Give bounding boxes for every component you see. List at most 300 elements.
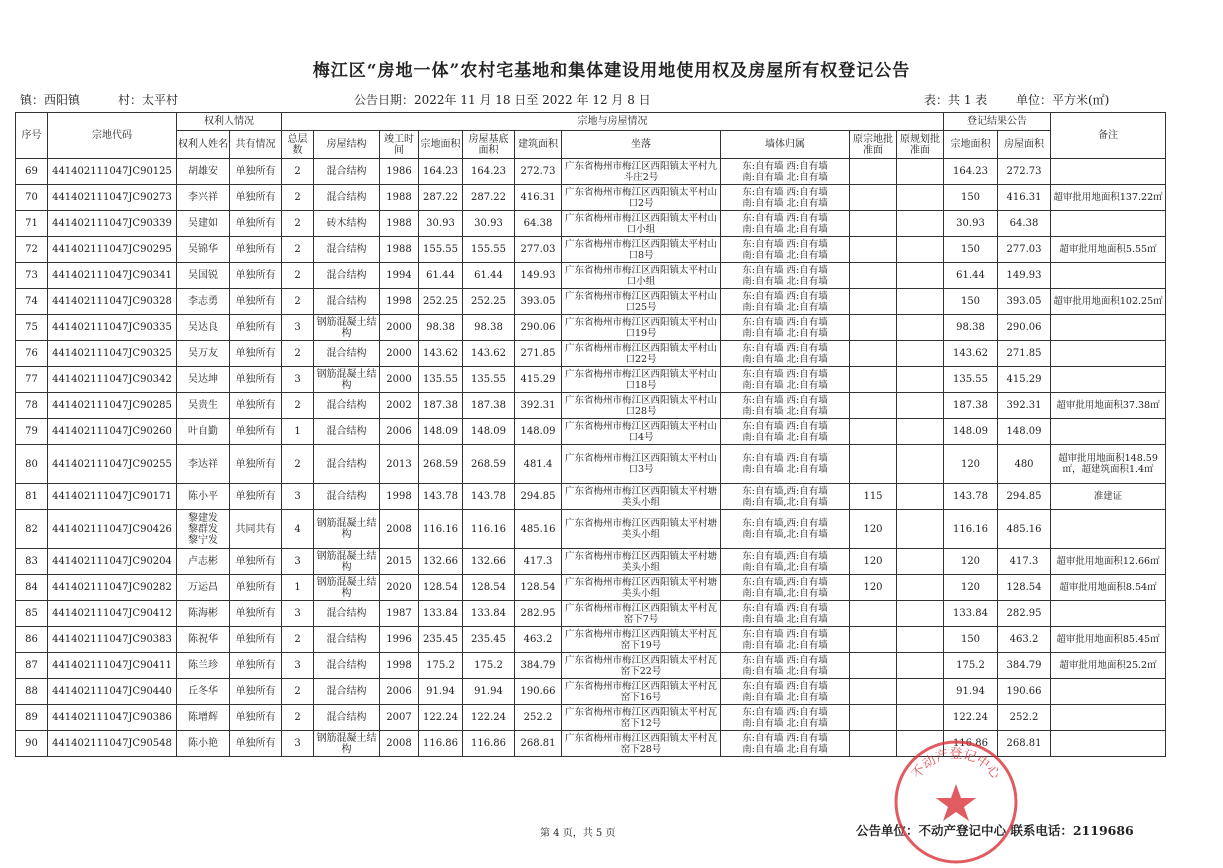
row-code: 441402111047JC90548 — [48, 731, 177, 757]
row-floors: 2 — [282, 445, 314, 484]
row-location: 广东省梅州市梅江区西阳镇太平村山口25号 — [562, 289, 721, 315]
row-structure: 混合结构 — [314, 263, 380, 289]
wall-south-north: 南:自有墙,北:自有墙 — [742, 561, 828, 573]
row-seq: 79 — [16, 419, 48, 445]
row-note — [1051, 679, 1166, 705]
row-orig-plan — [897, 705, 944, 731]
row-structure: 混合结构 — [314, 679, 380, 705]
col-share: 共有情况 — [230, 131, 282, 159]
row-wall — [721, 185, 850, 211]
page-title: 梅江区“房地一体”农村宅基地和集体建设用地使用权及房屋所有权登记公告 — [312, 61, 911, 81]
row-land-area: 175.2 — [419, 653, 463, 679]
row-structure: 钢筋混凝土结构 — [314, 575, 380, 601]
row-res-land: 30.93 — [944, 211, 998, 237]
row-res-house: 149.93 — [998, 263, 1051, 289]
row-share: 单独所有 — [230, 393, 282, 419]
row-land-area: 252.25 — [419, 289, 463, 315]
table-row — [16, 575, 1166, 601]
row-orig-land — [850, 289, 897, 315]
row-base-area: 175.2 — [463, 653, 515, 679]
wall-east-west: 东:自有墙 西:自有墙 — [742, 316, 828, 328]
row-holder: 吴建如 — [177, 211, 230, 237]
row-floors: 2 — [282, 341, 314, 367]
row-res-house: 64.38 — [998, 211, 1051, 237]
row-holder: 丘冬华 — [177, 679, 230, 705]
col-floors: 总层数 — [282, 131, 314, 159]
group-land-house: 宗地与房屋情况 — [282, 113, 944, 131]
row-res-house: 277.03 — [998, 237, 1051, 263]
town-label: 镇：西阳镇 — [20, 93, 81, 107]
row-code: 441402111047JC90171 — [48, 484, 177, 510]
row-year: 2015 — [380, 549, 419, 575]
col-holder: 权利人姓名 — [177, 131, 230, 159]
row-orig-plan — [897, 315, 944, 341]
row-wall — [721, 393, 850, 419]
row-year: 2006 — [380, 679, 419, 705]
row-orig-plan — [897, 653, 944, 679]
row-holder: 李兴祥 — [177, 185, 230, 211]
group-result: 登记结果公告 — [944, 113, 1051, 131]
row-base-area: 268.59 — [463, 445, 515, 484]
row-res-land: 143.62 — [944, 341, 998, 367]
wall-east-west: 东:自有墙 西:自有墙 — [742, 212, 828, 224]
row-note: 超审批用地面积12.66㎡ — [1051, 549, 1166, 575]
row-seq: 86 — [16, 627, 48, 653]
row-structure: 混合结构 — [314, 445, 380, 484]
row-floors: 2 — [282, 237, 314, 263]
row-wall — [721, 159, 850, 185]
row-note: 超审批用地面积102.25㎡ — [1051, 289, 1166, 315]
row-holder: 李达祥 — [177, 445, 230, 484]
col-build-area: 建筑面积 — [515, 131, 562, 159]
row-orig-land — [850, 367, 897, 393]
row-res-land: 187.38 — [944, 393, 998, 419]
row-year: 1996 — [380, 627, 419, 653]
row-year: 2002 — [380, 393, 419, 419]
row-floors: 3 — [282, 484, 314, 510]
col-year: 竣工时间 — [380, 131, 419, 159]
wall-east-west: 东:自有墙 西:自有墙 — [742, 368, 828, 380]
row-res-house: 282.95 — [998, 601, 1051, 627]
col-land-area: 宗地面积 — [419, 131, 463, 159]
row-share: 单独所有 — [230, 653, 282, 679]
row-build-area: 128.54 — [515, 575, 562, 601]
seal-ring — [896, 742, 1016, 862]
table-row — [16, 341, 1166, 367]
row-res-land: 150 — [944, 289, 998, 315]
row-orig-plan — [897, 341, 944, 367]
wall-south-north: 南:自有墙 北:自有墙 — [742, 353, 828, 365]
page-number: 第 4 页，共 5 页 — [540, 828, 616, 839]
row-base-area: 187.38 — [463, 393, 515, 419]
row-seq: 69 — [16, 159, 48, 185]
wall-south-north: 南:自有墙 北:自有墙 — [742, 379, 828, 391]
wall-east-west: 东:自有墙,西:自有墙 — [742, 518, 828, 529]
row-share: 单独所有 — [230, 367, 282, 393]
registration-table — [15, 112, 1166, 757]
row-res-land: 98.38 — [944, 315, 998, 341]
row-res-house: 416.31 — [998, 185, 1051, 211]
col-wall: 墙体归属 — [721, 131, 850, 159]
row-res-house: 268.81 — [998, 731, 1051, 757]
wall-east-west: 东:自有墙 西:自有墙 — [742, 453, 828, 464]
table-row — [16, 445, 1166, 484]
row-build-area: 64.38 — [515, 211, 562, 237]
table-row — [16, 159, 1166, 185]
row-holder: 吴达良 — [177, 315, 230, 341]
row-floors: 3 — [282, 601, 314, 627]
row-floors: 2 — [282, 679, 314, 705]
row-holder: 叶自勤 — [177, 419, 230, 445]
row-res-house: 480 — [998, 445, 1051, 484]
row-code: 441402111047JC90255 — [48, 445, 177, 484]
row-base-area: 143.62 — [463, 341, 515, 367]
wall-south-north: 南:自有墙 北:自有墙 — [742, 171, 828, 183]
row-orig-plan — [897, 601, 944, 627]
row-orig-land — [850, 159, 897, 185]
table-row — [16, 185, 1166, 211]
row-seq: 83 — [16, 549, 48, 575]
wall-south-north: 南:自有墙 北:自有墙 — [742, 691, 828, 703]
row-land-area: 187.38 — [419, 393, 463, 419]
wall-east-west: 东:自有墙 西:自有墙 — [742, 654, 828, 666]
row-land-area: 143.62 — [419, 341, 463, 367]
row-year: 1998 — [380, 653, 419, 679]
row-res-land: 143.78 — [944, 484, 998, 510]
row-holder: 胡雄安 — [177, 159, 230, 185]
row-code: 441402111047JC90341 — [48, 263, 177, 289]
wall-south-north: 南:自有墙,北:自有墙 — [742, 587, 828, 599]
row-build-area: 417.3 — [515, 549, 562, 575]
row-build-area: 416.31 — [515, 185, 562, 211]
row-land-area: 98.38 — [419, 315, 463, 341]
row-base-area: 116.16 — [463, 510, 515, 549]
row-share: 共同共有 — [230, 510, 282, 549]
row-code: 441402111047JC90325 — [48, 341, 177, 367]
row-orig-plan — [897, 575, 944, 601]
wall-south-north: 南:自有墙 北:自有墙 — [742, 665, 828, 677]
row-code: 441402111047JC90339 — [48, 211, 177, 237]
row-note — [1051, 419, 1166, 445]
wall-south-north: 南:自有墙 北:自有墙 — [742, 743, 828, 755]
row-build-area: 384.79 — [515, 653, 562, 679]
row-base-area: 91.94 — [463, 679, 515, 705]
row-land-area: 135.55 — [419, 367, 463, 393]
row-structure: 砖木结构 — [314, 211, 380, 237]
row-holder: 陈增辉 — [177, 705, 230, 731]
row-res-house: 393.05 — [998, 289, 1051, 315]
row-build-area: 294.85 — [515, 484, 562, 510]
header-row-groups — [16, 113, 1166, 131]
row-note — [1051, 367, 1166, 393]
row-wall — [721, 211, 850, 237]
row-note — [1051, 601, 1166, 627]
row-location: 广东省梅州市梅江区西阳镇太平村瓦窑下22号 — [562, 653, 721, 679]
row-holder: 陈小平 — [177, 484, 230, 510]
row-land-area: 61.44 — [419, 263, 463, 289]
row-orig-plan — [897, 393, 944, 419]
wall-south-north: 南:自有墙 北:自有墙 — [742, 405, 828, 417]
row-build-area: 271.85 — [515, 341, 562, 367]
row-res-house: 190.66 — [998, 679, 1051, 705]
row-code: 441402111047JC90440 — [48, 679, 177, 705]
row-location: 广东省梅州市梅江区西阳镇太平村瓦窑下12号 — [562, 705, 721, 731]
row-orig-plan — [897, 211, 944, 237]
row-floors: 3 — [282, 731, 314, 757]
row-orig-land — [850, 263, 897, 289]
col-base-area: 房屋基底面积 — [463, 131, 515, 159]
row-holder: 黎建发 黎群发 黎宁发 — [177, 510, 230, 549]
row-code: 441402111047JC90335 — [48, 315, 177, 341]
publisher-info: 公告单位：不动产登记中心 联系电话：2119686 — [856, 823, 1134, 838]
row-orig-land — [850, 679, 897, 705]
wall-south-north: 南:自有墙 北:自有墙 — [742, 197, 828, 209]
row-land-area: 116.86 — [419, 731, 463, 757]
row-seq: 82 — [16, 510, 48, 549]
row-res-land: 120 — [944, 575, 998, 601]
row-seq: 90 — [16, 731, 48, 757]
row-orig-plan — [897, 679, 944, 705]
row-base-area: 133.84 — [463, 601, 515, 627]
row-seq: 77 — [16, 367, 48, 393]
group-rights: 权利人情况 — [177, 113, 282, 131]
row-location: 广东省梅州市梅江区西阳镇太平村塘美头小组 — [562, 484, 721, 510]
row-build-area: 272.73 — [515, 159, 562, 185]
row-seq: 76 — [16, 341, 48, 367]
table-row — [16, 549, 1166, 575]
row-floors: 4 — [282, 510, 314, 549]
row-year: 1988 — [380, 211, 419, 237]
row-build-area: 290.06 — [515, 315, 562, 341]
row-location: 广东省梅州市梅江区西阳镇太平村山口19号 — [562, 315, 721, 341]
row-holder: 陈小艳 — [177, 731, 230, 757]
row-year: 1987 — [380, 601, 419, 627]
row-holder: 陈祝华 — [177, 627, 230, 653]
row-code: 441402111047JC90328 — [48, 289, 177, 315]
row-base-area: 132.66 — [463, 549, 515, 575]
row-location: 广东省梅州市梅江区西阳镇太平村山口小组 — [562, 211, 721, 237]
table-row — [16, 731, 1166, 757]
table-row — [16, 419, 1166, 445]
row-res-house: 128.54 — [998, 575, 1051, 601]
announcement-date: 公告日期：2022年 11 月 18 日至 2022 年 12 月 8 日 — [354, 93, 651, 107]
row-year: 2000 — [380, 341, 419, 367]
row-structure: 钢筋混凝土结构 — [314, 367, 380, 393]
row-location: 广东省梅州市梅江区西阳镇太平村山口28号 — [562, 393, 721, 419]
row-structure: 混合结构 — [314, 705, 380, 731]
row-code: 441402111047JC90411 — [48, 653, 177, 679]
row-base-area: 164.23 — [463, 159, 515, 185]
wall-east-west: 东:自有墙,西:自有墙 — [742, 550, 828, 562]
wall-east-west: 东:自有墙 西:自有墙 — [742, 732, 828, 744]
row-orig-plan — [897, 445, 944, 484]
row-note — [1051, 159, 1166, 185]
row-land-area: 91.94 — [419, 679, 463, 705]
row-note — [1051, 510, 1166, 549]
row-location: 广东省梅州市梅江区西阳镇太平村山口3号 — [562, 445, 721, 484]
row-base-area: 122.24 — [463, 705, 515, 731]
row-note: 超审批用地面积137.22㎡ — [1051, 185, 1166, 211]
row-res-house: 384.79 — [998, 653, 1051, 679]
wall-east-west: 东:自有墙 西:自有墙 — [742, 186, 828, 198]
table-row — [16, 263, 1166, 289]
row-structure: 钢筋混凝土结构 — [314, 510, 380, 549]
row-wall — [721, 627, 850, 653]
row-orig-land — [850, 393, 897, 419]
row-build-area: 190.66 — [515, 679, 562, 705]
row-orig-land — [850, 419, 897, 445]
row-floors: 3 — [282, 315, 314, 341]
row-orig-land — [850, 627, 897, 653]
row-code: 441402111047JC90125 — [48, 159, 177, 185]
row-structure: 混合结构 — [314, 341, 380, 367]
row-floors: 2 — [282, 289, 314, 315]
col-seq: 序号 — [16, 113, 48, 159]
row-floors: 2 — [282, 627, 314, 653]
row-location: 广东省梅州市梅江区西阳镇太平村山口18号 — [562, 367, 721, 393]
row-seq: 73 — [16, 263, 48, 289]
row-share: 单独所有 — [230, 289, 282, 315]
row-res-house: 417.3 — [998, 549, 1051, 575]
header-row-columns — [16, 131, 1166, 159]
row-orig-plan — [897, 510, 944, 549]
row-share: 单独所有 — [230, 263, 282, 289]
table-row — [16, 211, 1166, 237]
row-base-area: 148.09 — [463, 419, 515, 445]
row-res-house: 290.06 — [998, 315, 1051, 341]
row-structure: 混合结构 — [314, 627, 380, 653]
wall-east-west: 东:自有墙 西:自有墙 — [742, 290, 828, 302]
unit-label: 单位：平方米(㎡) — [1016, 93, 1110, 107]
row-share: 单独所有 — [230, 185, 282, 211]
wall-south-north: 南:自有墙 北:自有墙 — [742, 223, 828, 235]
row-wall — [721, 510, 850, 549]
row-code: 441402111047JC90342 — [48, 367, 177, 393]
row-year: 1994 — [380, 263, 419, 289]
row-location: 广东省梅州市梅江区西阳镇太平村塘美头小组 — [562, 575, 721, 601]
row-res-land: 148.09 — [944, 419, 998, 445]
row-orig-land: 120 — [850, 549, 897, 575]
row-note — [1051, 263, 1166, 289]
row-year: 2008 — [380, 510, 419, 549]
row-floors: 3 — [282, 367, 314, 393]
row-seq: 88 — [16, 679, 48, 705]
row-year: 2007 — [380, 705, 419, 731]
row-code: 441402111047JC90412 — [48, 601, 177, 627]
row-share: 单独所有 — [230, 601, 282, 627]
row-wall — [721, 445, 850, 484]
row-holder: 吴国锐 — [177, 263, 230, 289]
wall-east-west: 东:自有墙,西:自有墙 — [742, 576, 828, 588]
row-build-area: 277.03 — [515, 237, 562, 263]
row-note — [1051, 705, 1166, 731]
row-res-land: 150 — [944, 185, 998, 211]
row-land-area: 116.16 — [419, 510, 463, 549]
row-seq: 87 — [16, 653, 48, 679]
row-location: 广东省梅州市梅江区西阳镇太平村塘美头小组 — [562, 549, 721, 575]
row-holder: 李志勇 — [177, 289, 230, 315]
row-code: 441402111047JC90260 — [48, 419, 177, 445]
row-structure: 混合结构 — [314, 484, 380, 510]
seal-text: 不动产登记中心 — [909, 747, 1003, 782]
row-note: 超审批用地面积25.2㎡ — [1051, 653, 1166, 679]
row-wall — [721, 575, 850, 601]
row-seq: 72 — [16, 237, 48, 263]
row-seq: 80 — [16, 445, 48, 484]
row-year: 2000 — [380, 367, 419, 393]
row-build-area: 485.16 — [515, 510, 562, 549]
row-share: 单独所有 — [230, 484, 282, 510]
row-note — [1051, 731, 1166, 757]
wall-south-north: 南:自有墙,北:自有墙 — [742, 496, 828, 508]
row-wall — [721, 679, 850, 705]
row-res-house: 271.85 — [998, 341, 1051, 367]
row-share: 单独所有 — [230, 341, 282, 367]
row-orig-land — [850, 445, 897, 484]
row-wall — [721, 341, 850, 367]
row-seq: 78 — [16, 393, 48, 419]
row-floors: 2 — [282, 263, 314, 289]
row-orig-plan — [897, 289, 944, 315]
table-row — [16, 393, 1166, 419]
col-code: 宗地代码 — [48, 113, 177, 159]
col-orig-plan: 原规划批准面 — [897, 131, 944, 159]
row-res-house: 392.31 — [998, 393, 1051, 419]
row-land-area: 133.84 — [419, 601, 463, 627]
row-res-house: 272.73 — [998, 159, 1051, 185]
row-floors: 2 — [282, 211, 314, 237]
row-wall — [721, 731, 850, 757]
row-share: 单独所有 — [230, 419, 282, 445]
row-orig-land — [850, 653, 897, 679]
row-res-land: 116.16 — [944, 510, 998, 549]
row-res-house: 294.85 — [998, 484, 1051, 510]
row-build-area: 252.2 — [515, 705, 562, 731]
row-orig-land — [850, 315, 897, 341]
row-orig-plan — [897, 731, 944, 757]
row-seq: 70 — [16, 185, 48, 211]
row-year: 1988 — [380, 237, 419, 263]
row-land-area: 128.54 — [419, 575, 463, 601]
row-year: 1998 — [380, 484, 419, 510]
table-body — [16, 159, 1166, 757]
row-holder: 陈海彬 — [177, 601, 230, 627]
wall-east-west: 东:自有墙 西:自有墙 — [742, 602, 828, 614]
row-note: 超审批用地面积85.45㎡ — [1051, 627, 1166, 653]
row-res-land: 175.2 — [944, 653, 998, 679]
row-land-area: 155.55 — [419, 237, 463, 263]
row-structure: 混合结构 — [314, 237, 380, 263]
row-year: 2020 — [380, 575, 419, 601]
row-note: 超审批用地面积8.54㎡ — [1051, 575, 1166, 601]
col-res-land: 宗地面积 — [944, 131, 998, 159]
row-note — [1051, 341, 1166, 367]
col-orig-land: 原宗地批准面 — [850, 131, 897, 159]
table-row — [16, 627, 1166, 653]
row-structure: 钢筋混凝土结构 — [314, 549, 380, 575]
table-row — [16, 601, 1166, 627]
row-structure: 混合结构 — [314, 393, 380, 419]
row-build-area: 282.95 — [515, 601, 562, 627]
row-base-area: 155.55 — [463, 237, 515, 263]
col-structure: 房屋结构 — [314, 131, 380, 159]
row-orig-plan — [897, 367, 944, 393]
table-row — [16, 484, 1166, 510]
row-code: 441402111047JC90282 — [48, 575, 177, 601]
row-holder: 陈兰珍 — [177, 653, 230, 679]
row-wall — [721, 549, 850, 575]
row-wall — [721, 419, 850, 445]
